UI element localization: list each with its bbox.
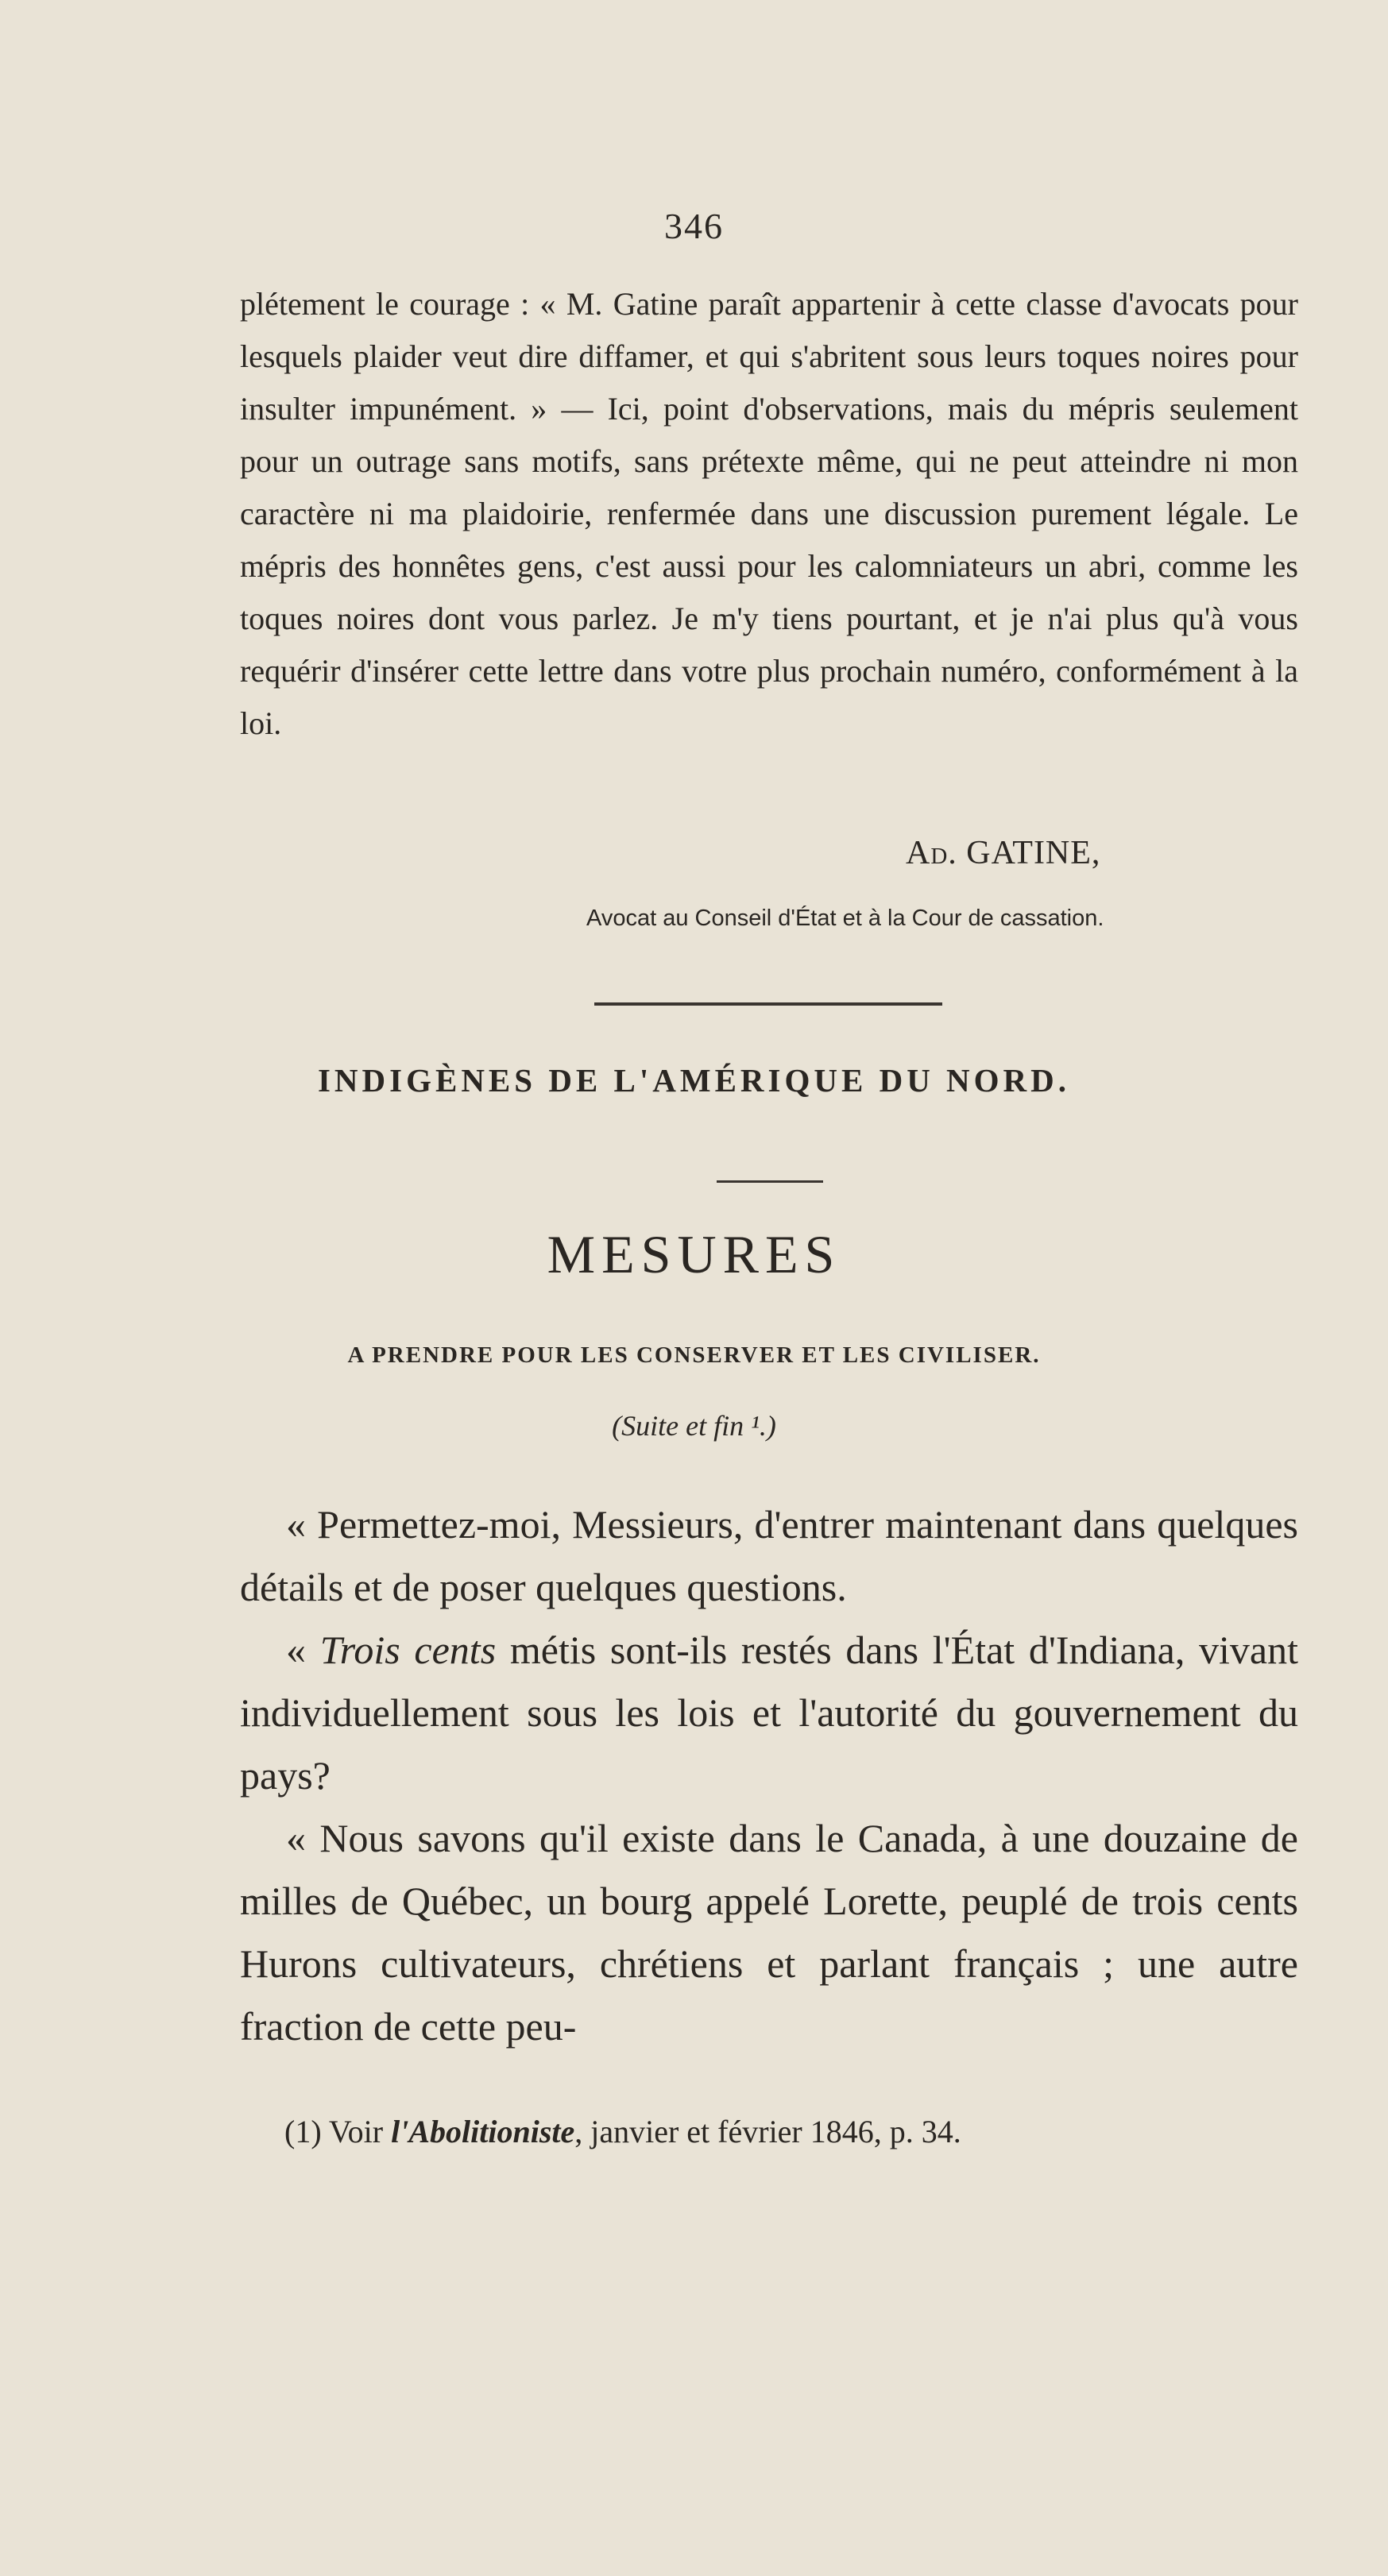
signature-title: Avocat au Conseil d'État et à la Cour de cassation. [586,906,1104,931]
letter-paragraph: plétement le courage : « M. Gatine paraît appartenir à cette classe d'avocats pour lesquels plaider veut dire diffamer, et qui s'abritent sous leurs toques noires pour insulter impunément. » — Ici, point d'observations, mais du mépris seulement pour un outrage sans motifs, sans prétexte même, qui ne peut atteindre ni mon caractère ni ma plaidoirie, renfermée dans une discussion purement légale. Le mépris des honnêtes gens, c'est aussi pour les calomniateurs un abri, comme les toques noires dont vous parlez. Je m'y tiens pourtant, et je n'ai plus qu'à vous requérir d'insérer cette lettre dans votre plus prochain numéro, conformément à la loi. [240,286,1298,741]
paragraph-text: métis sont-ils restés dans l'État d'Indiana, vivant individuellement sous les lois et l'autorité du gouvernement du pays? [240,1628,1299,1798]
section-divider [594,1002,942,1006]
title-divider [717,1180,823,1183]
article-subtitle: A PRENDRE POUR LES CONSERVER ET LES CIVILISER. [347,1342,1041,1368]
signature [906,834,1100,872]
footnote-text-before: Voir [321,2114,392,2149]
section-title: INDIGÈNES DE L'AMÉRIQUE DU NORD. [317,1062,1071,1099]
article-title: MESURES [547,1224,841,1284]
signature-initials: Ad. [906,835,957,871]
footnote-journal: l'Abolitioniste [391,2114,575,2149]
article-paragraph: « Permettez-moi, Messieurs, d'entrer maintenant dans quelques détails et de poser quelques questions. [240,1502,1298,1609]
signature-surname: GATINE, [966,835,1101,871]
article-body [240,1493,1298,2058]
continuation-note: (Suite et fin ¹.) [612,1410,776,1442]
footnote [284,2113,961,2150]
article-paragraph: « Nous savons qu'il existe dans le Canada, à une douzaine de milles de Québec, un bourg appelé Lorette, peuplé de trois cents Hurons cultivateurs, chrétiens et parlant français ; une autre fraction de cette peu- [240,1816,1298,2049]
footnote-marker: (1) [284,2114,322,2149]
italic-phrase: Trois cents [319,1628,497,1672]
article-paragraph: « Trois cents métis sont-ils restés dans l'État d'Indiana, vivant individuellement sous les lois et l'autorité du gouvernement du pays? [240,1628,1299,1798]
letter-body [240,278,1298,750]
page-number: 346 [664,206,724,246]
footnote-text-after: , janvier et février 1846, p. 34. [574,2114,961,2149]
